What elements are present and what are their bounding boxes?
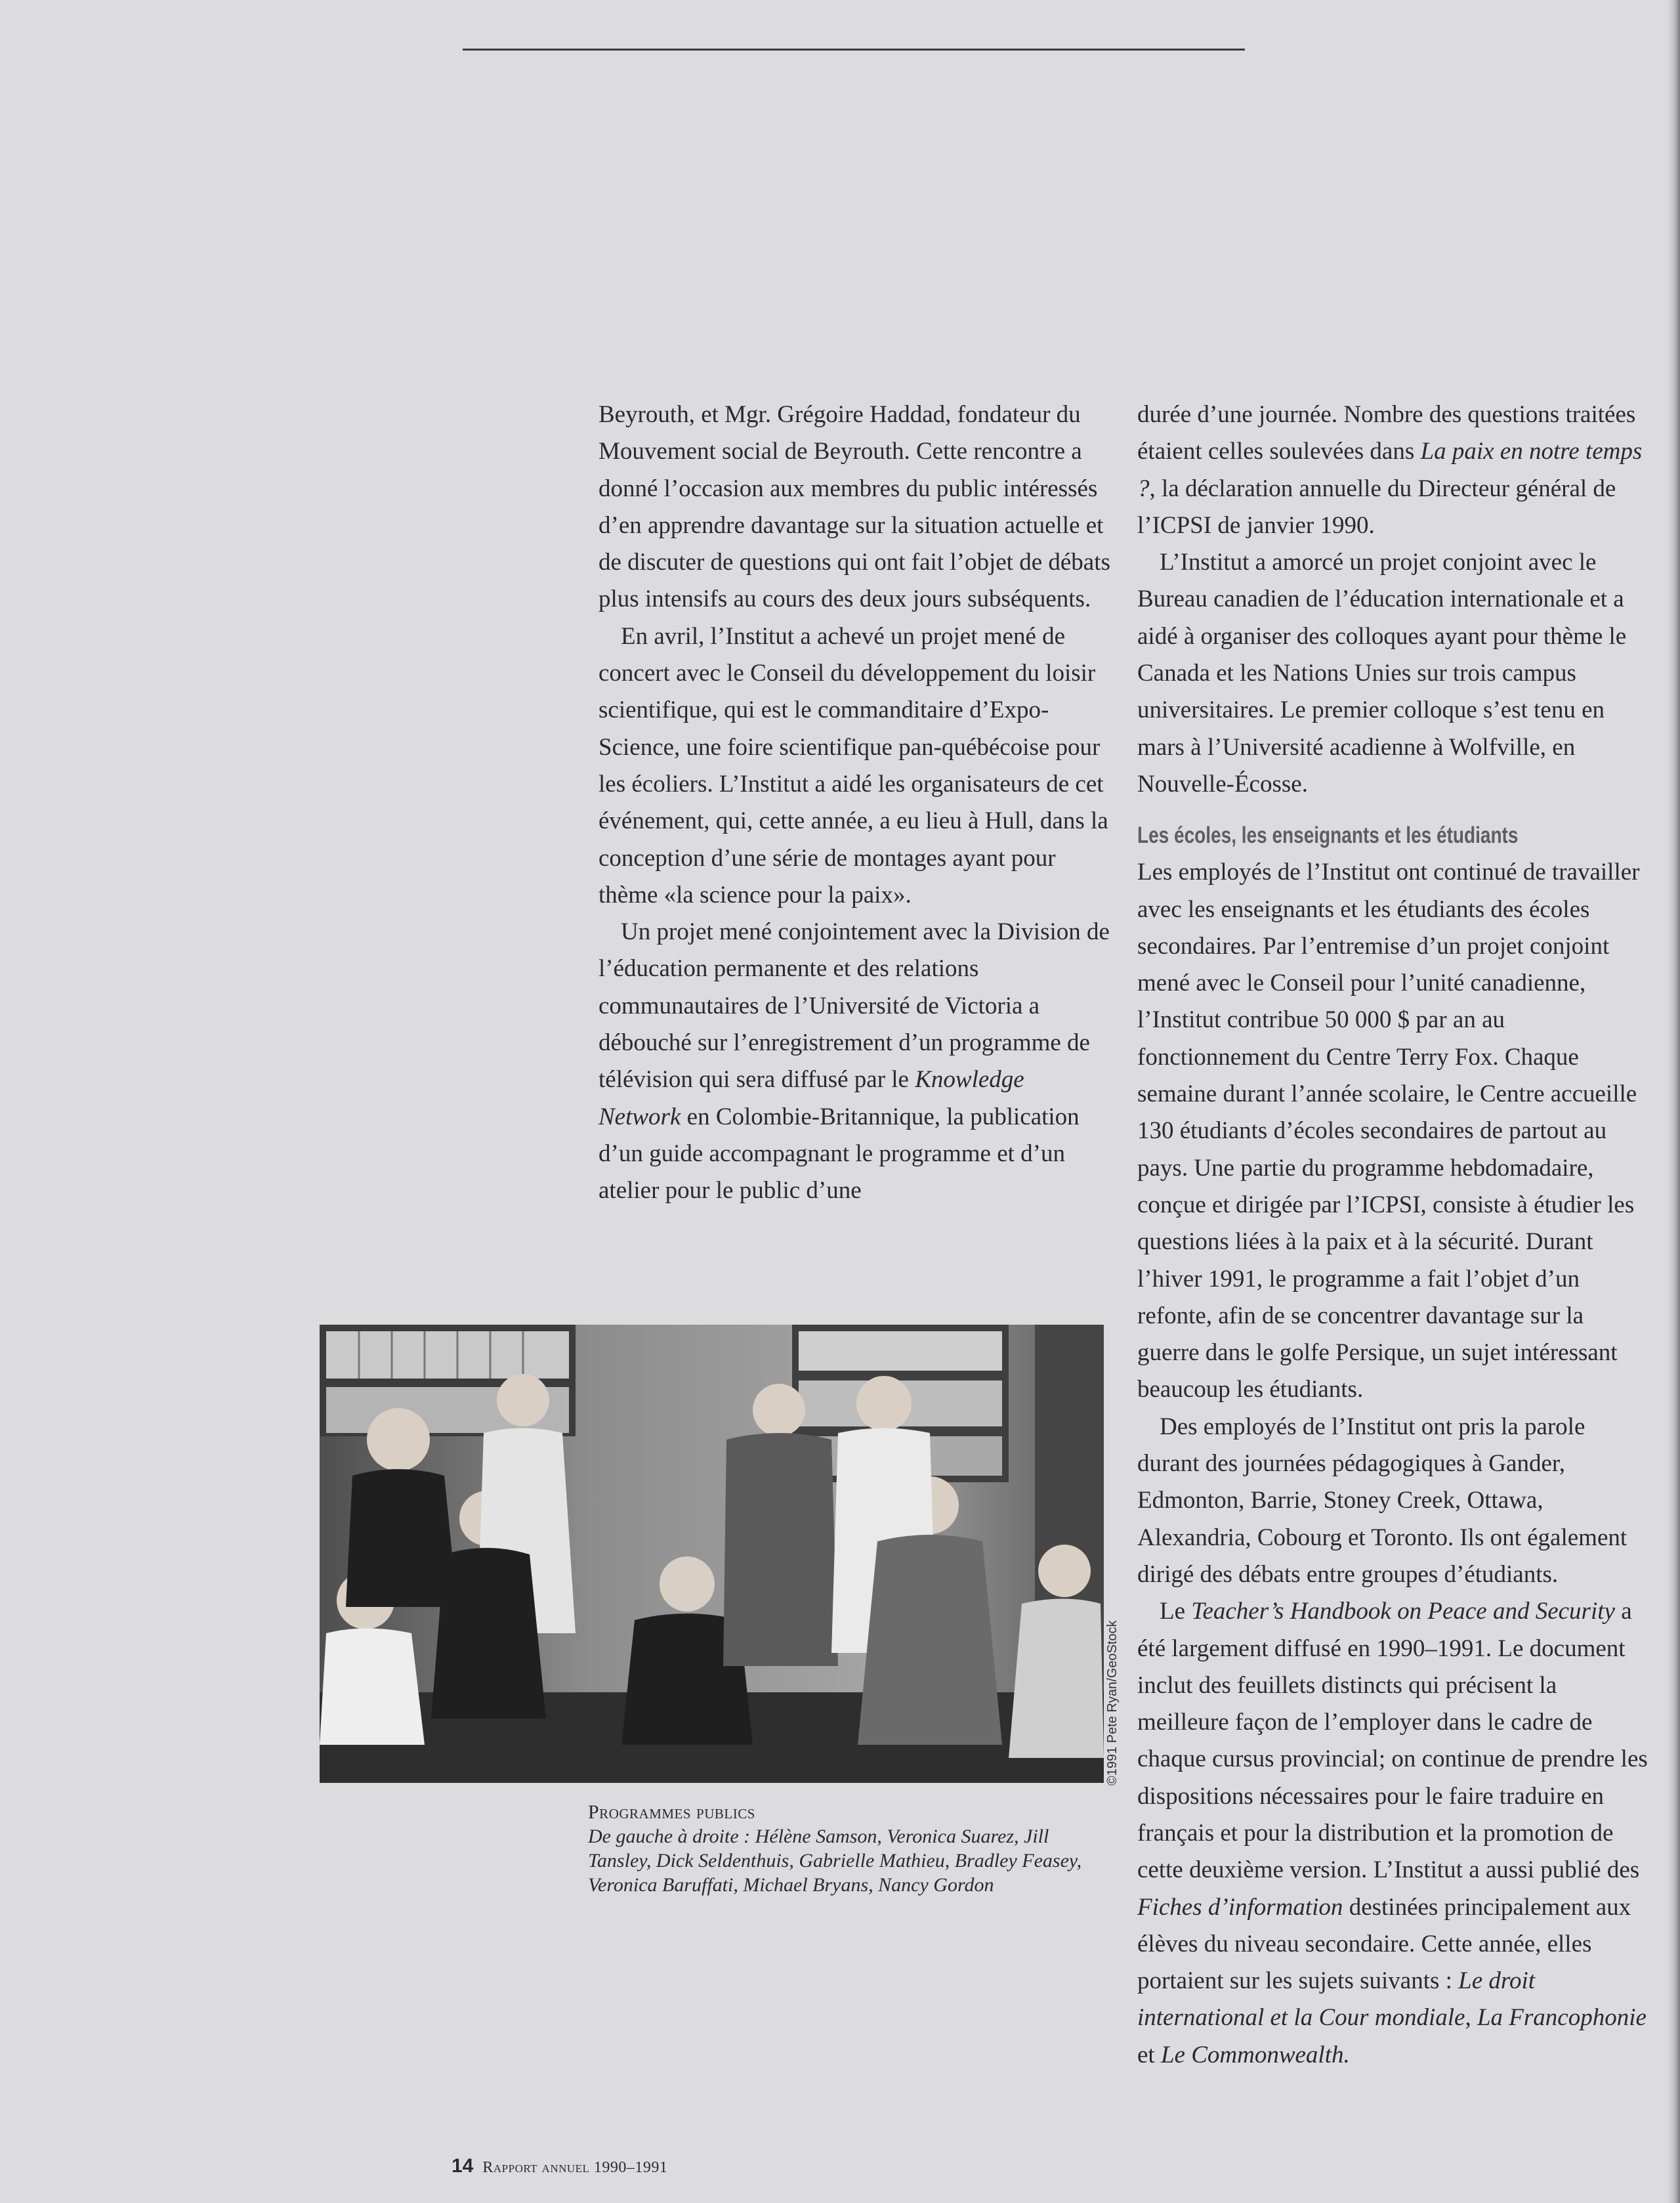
text-run: et <box>1137 2041 1161 2068</box>
text-run: a été largement diffusé en 1990–1991. Le document inclut des feuillets distincts qui précisent la meilleure façon de l’employer dans le cadre de chaque cursus provincial; on continue de prendre les dispositions nécessaires pour le faire traduire en français et pour la distribution et la promotion de cette deuxième version. L’Institut a aussi publié des <box>1137 1598 1648 1884</box>
top-rule <box>463 49 1245 51</box>
right-column <box>1137 396 1649 2074</box>
right-column-intro <box>1137 396 1649 803</box>
running-title: Rapport annuel 1990–1991 <box>482 2159 668 2176</box>
page-footer <box>452 2155 667 2177</box>
italic-title: La Francophonie <box>1477 2004 1647 2032</box>
group-photo <box>320 1325 1104 1783</box>
text-run: , <box>1465 2004 1477 2032</box>
text-run: , la déclaration annuelle du Directeur général de l’ICPSI de janvier 1990. <box>1137 475 1616 539</box>
page-edge-shadow <box>1668 0 1680 2203</box>
section-heading: Les écoles, les enseignants et les étudiants <box>1137 823 1519 849</box>
text-run: Les employés de l’Institut ont continué de travailler avec les enseignants et les étudiants des écoles secondaires. Par l’entremise d’un projet conjoint mené avec le Conseil pour l’unité canadienne, l’Institut contribue 50 000 $ par an au fonctionnement du Centre Terry Fox. Chaque semaine durant l’année scolaire, le Centre accueille 130 étudiants d’écoles secondaires de partout au pays. Une partie du programme hebdomadaire, conçue et dirigée par l’ICPSI, consiste à étudier les questions liées à la paix et à la sécurité. Durant l’hiver 1991, le programme a fait l’objet d’un refonte, afin de se concentrer davantage sur la guerre dans le golfe Persique, un sujet intéressant beaucoup les étudiants. <box>1137 859 1640 1403</box>
text-run: En avril, l’Institut a achevé un projet mené de concert avec le Conseil du développement du loisir scientifique, qui est le commanditaire d’Expo-Science, une foire scientifique pan-québécoise pour les écoliers. L’Institut a aidé les organisateurs de cet événement, qui, cette année, a eu lieu à Hull, dans la conception d’une série de montages ayant pour thème «la science pour la paix». <box>598 622 1108 909</box>
photo-caption <box>588 1800 1100 1897</box>
photo-credit: ©1991 Pete Ryan/GeoStock <box>1105 1620 1120 1786</box>
text-run: Le <box>1160 1598 1192 1625</box>
group-photo-illustration <box>320 1325 1104 1783</box>
text-run: en Colombie-Britannique, la publication d’un guide accompagnant le programme et d’un atelier pour le public d’une <box>598 1103 1080 1205</box>
right-column-body <box>1137 854 1649 2074</box>
text-run: L’Institut a amorcé un projet conjoint avec le Bureau canadien de l’éducation internationale et a aidé à organiser des colloques ayant pour thème le Canada et les Nations Unies sur trois campus universitaires. Le premier colloque s’est tenu en mars à l’Université acadienne à Wolfville, en Nouvelle-Écosse. <box>1137 549 1627 798</box>
italic-title: Fiches d’information <box>1137 1893 1343 1921</box>
italic-title: La paix en notre temps ? <box>1137 438 1643 502</box>
caption-title: Programmes publics <box>588 1801 755 1823</box>
body-paragraph <box>598 396 1110 618</box>
body-paragraph <box>1137 854 1649 1408</box>
body-paragraph <box>598 914 1110 1209</box>
italic-title: Le droit international et la Cour mondiale <box>1137 1967 1536 2032</box>
text-run: Des employés de l’Institut ont pris la parole durant des journées pédagogiques à Gander, Edmonton, Barrie, Stoney Creek, Ottawa, Alexandria, Cobourg et Toronto. Ils ont également dirigé des débats entre groupes d’étudiants. <box>1137 1413 1628 1588</box>
left-column <box>598 396 1110 1210</box>
caption-names: De gauche à droite : Hélène Samson, Veronica Suarez, Jill Tansley, Dick Seldenthuis, Gabrielle Mathieu, Bradley Feasey, Veronica Baruffati, Michael Bryans, Nancy Gordon <box>588 1826 1082 1896</box>
text-run: Beyrouth, et Mgr. Grégoire Haddad, fondateur du Mouvement social de Beyrouth. Cette rencontre a donné l’occasion aux membres du public intéressés d’en apprendre davantage sur la situation actuelle et de discuter de questions qui ont fait l’objet de débats plus intensifs au cours des deux jours subséquents. <box>598 401 1110 613</box>
text-run: Un projet mené conjointement avec la Division de l’éducation permanente et des relations communautaires de l’Université de Victoria a débouché sur l’enregistrement d’un programme de télévision qui sera diffusé par le <box>598 918 1110 1094</box>
body-paragraph <box>1137 396 1649 544</box>
body-paragraph <box>1137 1409 1649 1593</box>
italic-title: Knowledge Network <box>598 1066 1024 1130</box>
text-run: durée d’une journée. Nombre des questions traitées étaient celles soulevées dans <box>1137 401 1636 465</box>
page-number: 14 <box>452 2155 474 2177</box>
italic-title: Teacher’s Handbook on Peace and Security <box>1191 1598 1615 1625</box>
text-run: destinées principalement aux élèves du niveau secondaire. Cette année, elles portaient sur les sujets suivants : <box>1137 1893 1631 1995</box>
italic-title: Le Commonwealth. <box>1160 2041 1350 2068</box>
body-paragraph <box>1137 544 1649 803</box>
body-paragraph <box>598 618 1110 914</box>
